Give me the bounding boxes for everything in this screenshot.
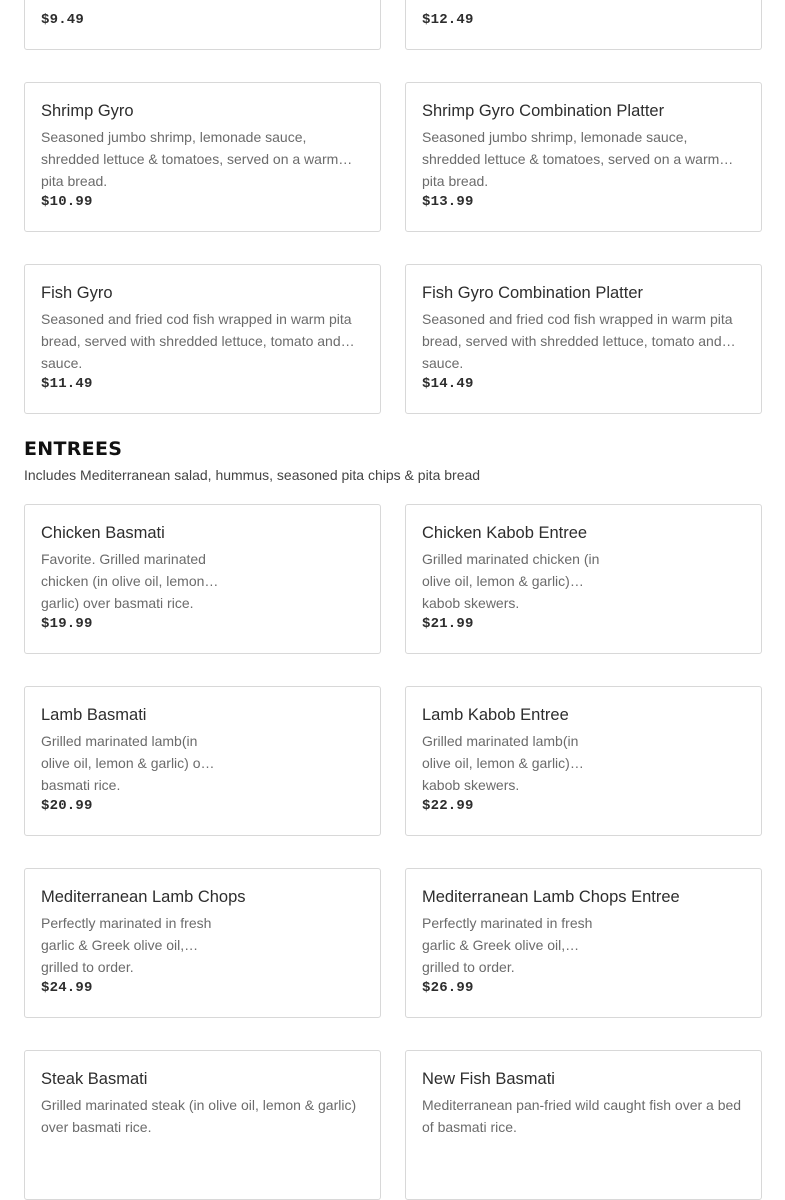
menu-item-card-fish-gyro-platter[interactable] [405,264,762,414]
item-name: New Fish Basmati [422,1070,555,1088]
item-name: Lamb Kabob Entree [422,706,569,724]
item-price: $26.99 [422,980,474,996]
menu-item-card[interactable] [24,0,381,50]
item-description: Grilled marinated lamb(in olive oil, lemon & garlic) over basmati rice. [41,733,220,793]
item-description: Perfectly marinated in fresh garlic & Greek olive oil, grilled to order. [41,915,212,975]
item-description: Grilled marinated chicken (in olive oil, lemon & garlic) kabob skewers. [422,551,600,611]
item-name: Shrimp Gyro [41,102,134,120]
menu-item-card-lamb-chops[interactable] [24,868,381,1018]
item-name: Fish Gyro [41,284,113,302]
item-price: $24.99 [41,980,93,996]
item-description: Seasoned jumbo shrimp, lemonade sauce, shredded lettuce & tomatoes, served on a warm pita bread. [41,129,339,189]
menu-item-card-lamb-chops-entree[interactable] [405,868,762,1018]
item-price: $14.49 [422,376,474,392]
menu-item-card-shrimp-gyro[interactable] [24,82,381,232]
menu-item-card-shrimp-gyro-platter[interactable] [405,82,762,232]
item-description: Perfectly marinated in fresh garlic & Greek olive oil, grilled to order. [422,915,593,975]
item-name: Lamb Basmati [41,706,147,724]
item-price: $10.99 [41,194,93,210]
item-name: Shrimp Gyro Combination Platter [422,102,665,120]
section-subtitle: Includes Mediterranean salad, hummus, seasoned pita chips & pita bread [24,467,481,483]
item-name: Chicken Kabob Entree [422,524,588,542]
item-name: Chicken Basmati [41,524,165,542]
menu-item-card-fish-gyro[interactable] [24,264,381,414]
menu-item-card[interactable] [405,0,762,50]
item-price: $13.99 [422,194,474,210]
item-price: $20.99 [41,798,93,814]
item-description: Mediterranean pan-fried wild caught fish over a bed of basmati rice. [422,1097,742,1135]
menu-item-card-chicken-kabob[interactable] [405,504,762,654]
item-price: $19.99 [41,616,93,632]
item-name: Steak Basmati [41,1070,148,1088]
item-name: Mediterranean Lamb Chops [41,888,246,906]
item-price: $22.99 [422,798,474,814]
item-description: Grilled marinated steak (in olive oil, lemon & garlic) over basmati rice. [41,1097,357,1135]
menu-item-card-chicken-basmati[interactable] [24,504,381,654]
section-title-entrees: ENTREES [24,438,123,460]
item-description: Seasoned and fried cod fish wrapped in warm pita bread, served with shredded lettuce, tomato and sauce. [422,311,733,371]
item-description: Seasoned and fried cod fish wrapped in warm pita bread, served with shredded lettuce, tomato and sauce. [41,311,352,371]
item-name: Mediterranean Lamb Chops Entree [422,888,680,906]
menu-item-card-lamb-basmati[interactable] [24,686,381,836]
item-description: Grilled marinated lamb(in olive oil, lemon & garlic) kabob skewers. [422,733,579,793]
item-price: $9.49 [41,12,85,28]
item-description: Seasoned jumbo shrimp, lemonade sauce, shredded lettuce & tomatoes, served on a warm pita bread. [422,129,720,189]
menu-item-card-steak-basmati[interactable] [24,1050,381,1200]
menu-item-card-new-fish-basmati[interactable] [405,1050,762,1200]
menu-item-card-lamb-kabob[interactable] [405,686,762,836]
item-description: Favorite. Grilled marinated chicken (in olive oil, lemon & garlic) over basmati rice. [41,551,218,611]
item-name: Fish Gyro Combination Platter [422,284,644,302]
item-price: $21.99 [422,616,474,632]
item-price: $12.49 [422,12,474,28]
item-price: $11.49 [41,376,93,392]
